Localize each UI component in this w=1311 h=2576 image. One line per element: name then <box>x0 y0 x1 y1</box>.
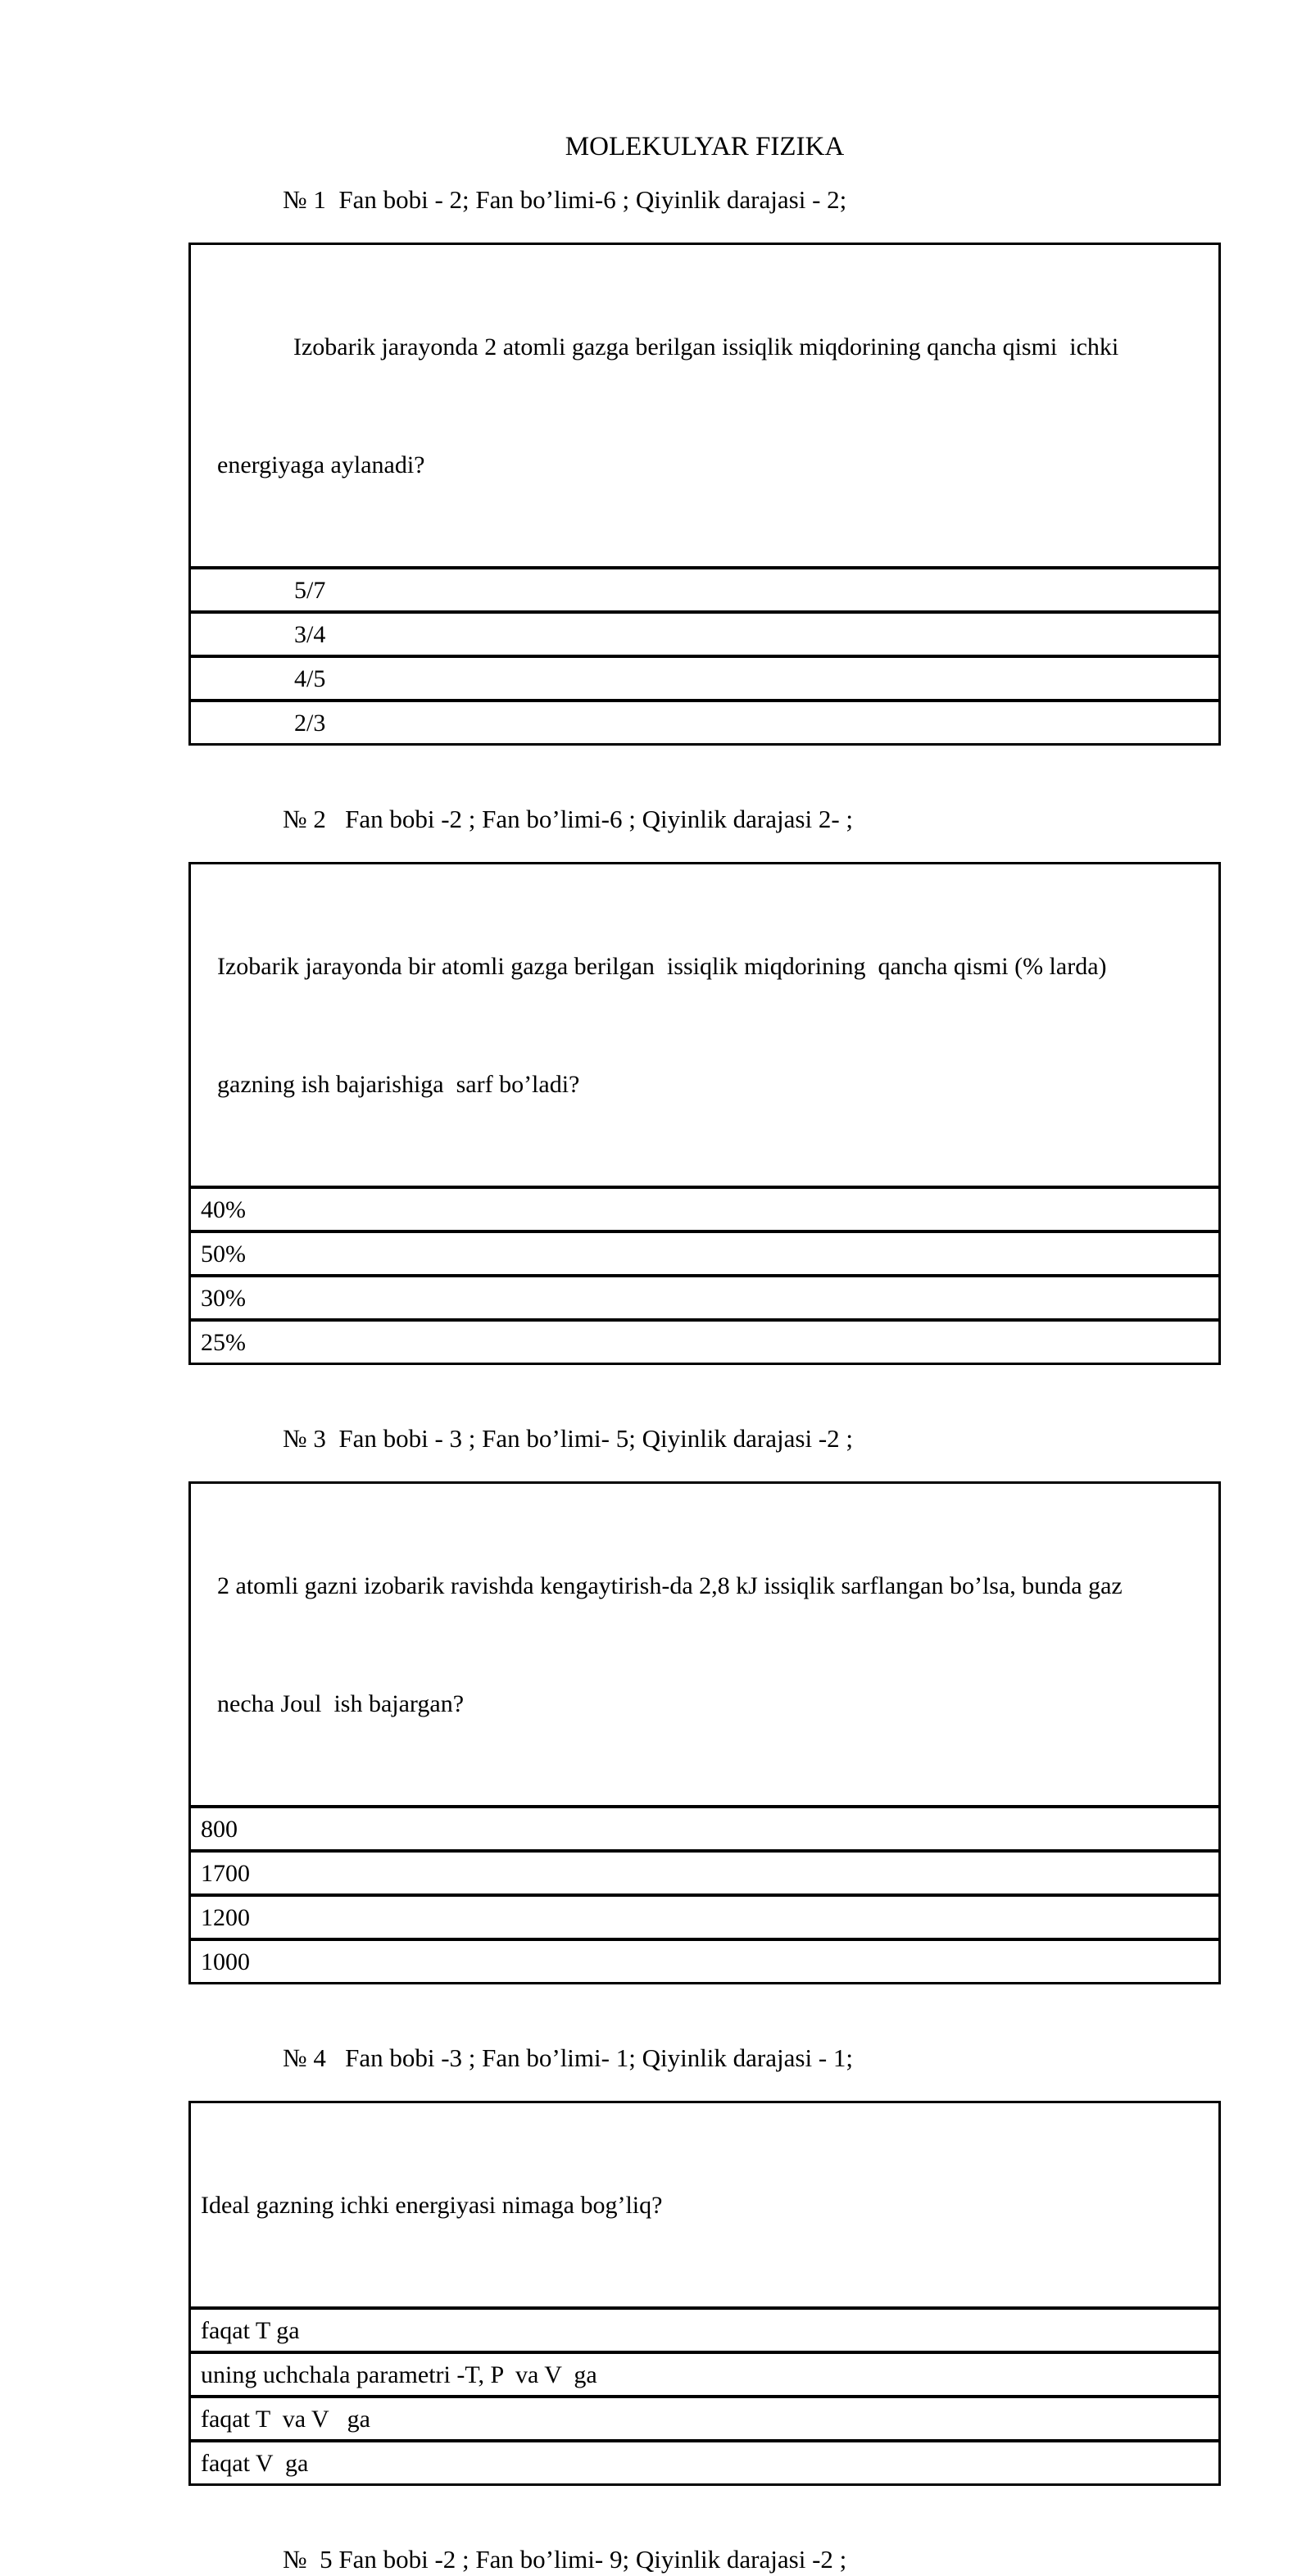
answer-row <box>189 1276 1220 1320</box>
answer-option: faqat T va V ga <box>189 2397 1220 2441</box>
answer-row <box>189 1895 1220 1939</box>
answer-option: 50% <box>189 1231 1220 1276</box>
answer-option: 1000 <box>189 1939 1220 1984</box>
question-text-cell <box>189 2102 1220 2308</box>
answer-option: 800 <box>189 1807 1220 1851</box>
answer-row <box>189 1851 1220 1895</box>
question-text-line-2: gazning ish bajarishiga sarf bo’ladi? <box>217 1071 580 1098</box>
question-4-header: № 4 Fan bobi -3 ; Fan bo’limi- 1; Qiyinlik darajasi - 1; <box>283 2043 854 2072</box>
question-text-line-1: Ideal gazning ichki energiyasi nimaga bog’liq? <box>201 2192 663 2219</box>
answer-option: uning uchchala parametri -T, P va V ga <box>189 2352 1220 2397</box>
question-row <box>189 2102 1220 2308</box>
answer-row <box>189 701 1220 745</box>
question-text-cell <box>189 1482 1220 1807</box>
answer-row <box>189 2352 1220 2397</box>
question-block-4 <box>188 2042 1221 2486</box>
question-1-header: № 1 Fan bobi - 2; Fan bo’limi-6 ; Qiyinlik darajasi - 2; <box>283 185 847 214</box>
question-block-2 <box>188 803 1221 1365</box>
answer-row <box>189 1320 1220 1364</box>
question-4-table <box>188 2101 1221 2486</box>
answer-row <box>189 1231 1220 1276</box>
question-2-table <box>188 862 1221 1365</box>
question-block-1 <box>188 184 1221 746</box>
question-text-line-1: Izobarik jarayonda bir atomli gazga berilgan issiqlik miqdorining qancha qismi (% larda) <box>217 953 1107 980</box>
question-text-cell <box>189 243 1220 568</box>
answer-option: 1200 <box>189 1895 1220 1939</box>
answer-option: 40% <box>189 1187 1220 1231</box>
question-row <box>189 863 1220 1187</box>
question-2-header: № 2 Fan bobi -2 ; Fan bo’limi-6 ; Qiyinlik darajasi 2- ; <box>283 805 854 833</box>
question-5-header: № 5 Fan bobi -2 ; Fan bo’limi- 9; Qiyinlik darajasi -2 ; <box>283 2545 847 2574</box>
question-text-line-2: energiyaga aylanadi? <box>217 451 425 478</box>
question-text-cell <box>189 863 1220 1187</box>
answer-option: 30% <box>189 1276 1220 1320</box>
question-3-table <box>188 1481 1221 1984</box>
answer-option: 1700 <box>189 1851 1220 1895</box>
answer-row <box>189 2441 1220 2485</box>
answer-row <box>189 1807 1220 1851</box>
question-block-3 <box>188 1422 1221 1984</box>
answer-row <box>189 2308 1220 2352</box>
question-1-table <box>188 243 1221 746</box>
question-text-line-1: Izobarik jarayonda 2 atomli gazga berilgan issiqlik miqdorining qancha qismi ichki <box>293 333 1119 361</box>
answer-option: 2/3 <box>189 701 1220 745</box>
answer-row <box>189 1187 1220 1231</box>
question-block-5 <box>188 2543 1221 2576</box>
answer-row <box>189 656 1220 701</box>
page-title: MOLEKULYAR FIZIKA <box>565 132 845 161</box>
answer-option: faqat V ga <box>189 2441 1220 2485</box>
question-row <box>189 243 1220 568</box>
answer-option: 4/5 <box>189 656 1220 701</box>
answer-row <box>189 612 1220 656</box>
answer-row <box>189 568 1220 612</box>
question-text-line-2: necha Joul ish bajargan? <box>217 1690 465 1717</box>
answer-option: faqat T ga <box>189 2308 1220 2352</box>
question-3-header: № 3 Fan bobi - 3 ; Fan bo’limi- 5; Qiyinlik darajasi -2 ; <box>283 1424 854 1453</box>
answer-row <box>189 2397 1220 2441</box>
answer-option: 3/4 <box>189 612 1220 656</box>
question-row <box>189 1482 1220 1807</box>
answer-option: 25% <box>189 1320 1220 1364</box>
answer-row <box>189 1939 1220 1984</box>
question-text-line-1: 2 atomli gazni izobarik ravishda kengaytirish-da 2,8 kJ issiqlik sarflangan bo’lsa, bunda gaz <box>217 1572 1123 1599</box>
answer-option: 5/7 <box>189 568 1220 612</box>
